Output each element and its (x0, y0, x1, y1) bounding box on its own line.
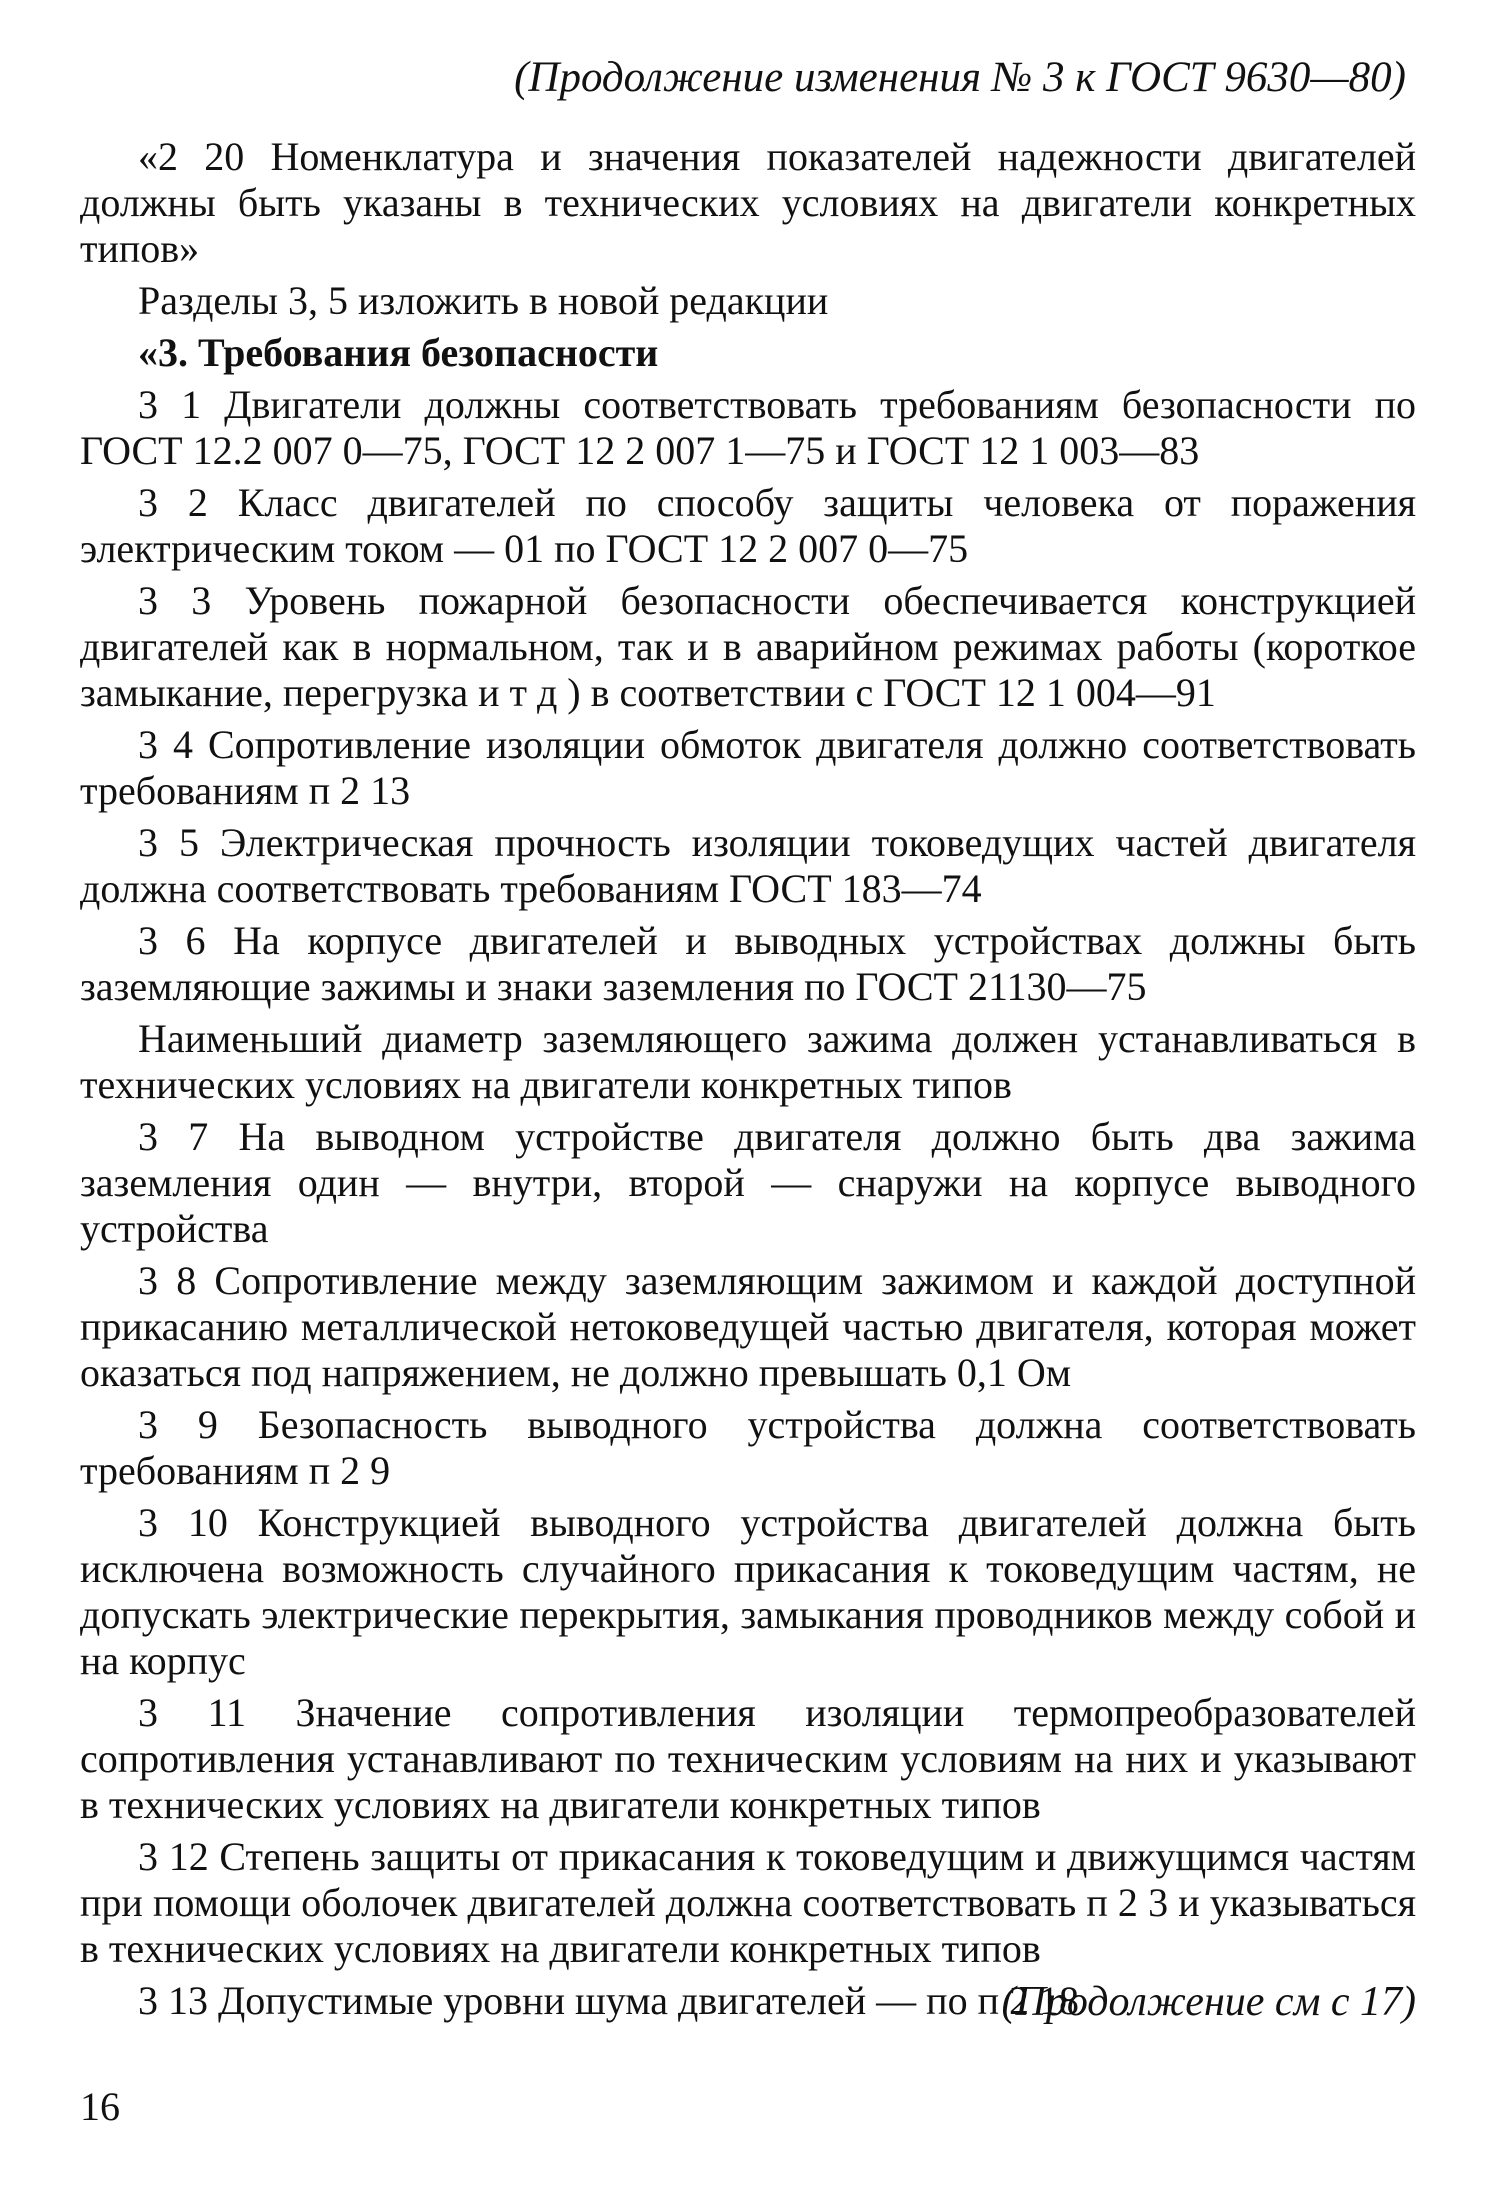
page-header-continuation: (Продолжение изменения № 3 к ГОСТ 9630—80) (514, 54, 1406, 101)
paragraph-3-3: 3 3 Уровень пожарной безопасности обеспечивается конструкцией двигателей как в нормальном, так и в аварийном режимах работы (короткое замыкание, перегрузка и т д ) в соответствии с ГОСТ 12 1 004—91 (80, 578, 1416, 715)
paragraph-3-7: 3 7 На выводном устройстве двигателя должно быть два зажима заземления один — внутри, второй — снаружи на корпусе выводного устройства (80, 1114, 1416, 1251)
paragraph-3-6: 3 6 На корпусе двигателей и выводных устройствах должны быть заземляющие зажимы и знаки заземления по ГОСТ 21130—75 (80, 918, 1416, 1009)
document-page (80, 52, 1416, 2129)
paragraph-3-13: 3 13 Допустимые уровни шума двигателей — по п 2 18 (138, 1978, 1079, 2023)
paragraph-3-12: 3 12 Степень защиты от прикасания к токоведущим и движущимся частям при помощи оболочек двигателей должна соответствовать п 2 3 и указываться в технических условиях на двигатели конкретных типов (80, 1834, 1416, 1971)
paragraph-3-8: 3 8 Сопротивление между заземляющим зажимом и каждой доступной прикасанию металлической нетоковедущей частью двигателя, которая может оказаться под напряжением, не должно превышать 0,1 Ом (80, 1258, 1416, 1395)
paragraph-3-1: 3 1 Двигатели должны соответствовать требованиям безопасности по ГОСТ 12.2 007 0—75, ГОСТ 12 2 007 1—75 и ГОСТ 12 1 003—83 (80, 382, 1416, 473)
paragraph-3-10: 3 10 Конструкцией выводного устройства двигателей должна быть исключена возможность случайного прикасания к токоведущим частям, не допускать электрические перекрытия, замыкания проводников между собой и на корпус (80, 1500, 1416, 1683)
paragraph-3-4: 3 4 Сопротивление изоляции обмоток двигателя должно соответствовать требованиям п 2 13 (80, 722, 1416, 813)
paragraph-3-9: 3 9 Безопасность выводного устройства должна соответствовать требованиям п 2 9 (80, 1402, 1416, 1493)
paragraph-2-20: «2 20 Номенклатура и значения показателей надежности двигателей должны быть указаны в технических условиях на двигатели конкретных типов» (80, 134, 1416, 271)
footer-continuation: (Продолжение см с 17) (1001, 1979, 1416, 2025)
paragraph-3-11: 3 11 Значение сопротивления изоляции термопреобразователей сопротивления устанавливают по техническим условиям на них и указывают в технических условиях на двигатели конкретных типов (80, 1690, 1416, 1827)
section-heading-safety: «3. Требования безопасности (138, 330, 659, 375)
paragraph-3-5: 3 5 Электрическая прочность изоляции токоведущих частей двигателя должна соответствовать требованиям ГОСТ 183—74 (80, 820, 1416, 911)
paragraph-3-6-note: Наименьший диаметр заземляющего зажима должен устанавливаться в технических условиях на двигатели конкретных типов (80, 1016, 1416, 1107)
document-body (80, 134, 1416, 2024)
paragraph-3-2: 3 2 Класс двигателей по способу защиты человека от поражения электрическим током — 01 по ГОСТ 12 2 007 0—75 (80, 480, 1416, 571)
paragraph-sections-note: Разделы 3, 5 изложить в новой редакции (138, 278, 829, 323)
page-number: 16 (80, 2084, 120, 2129)
